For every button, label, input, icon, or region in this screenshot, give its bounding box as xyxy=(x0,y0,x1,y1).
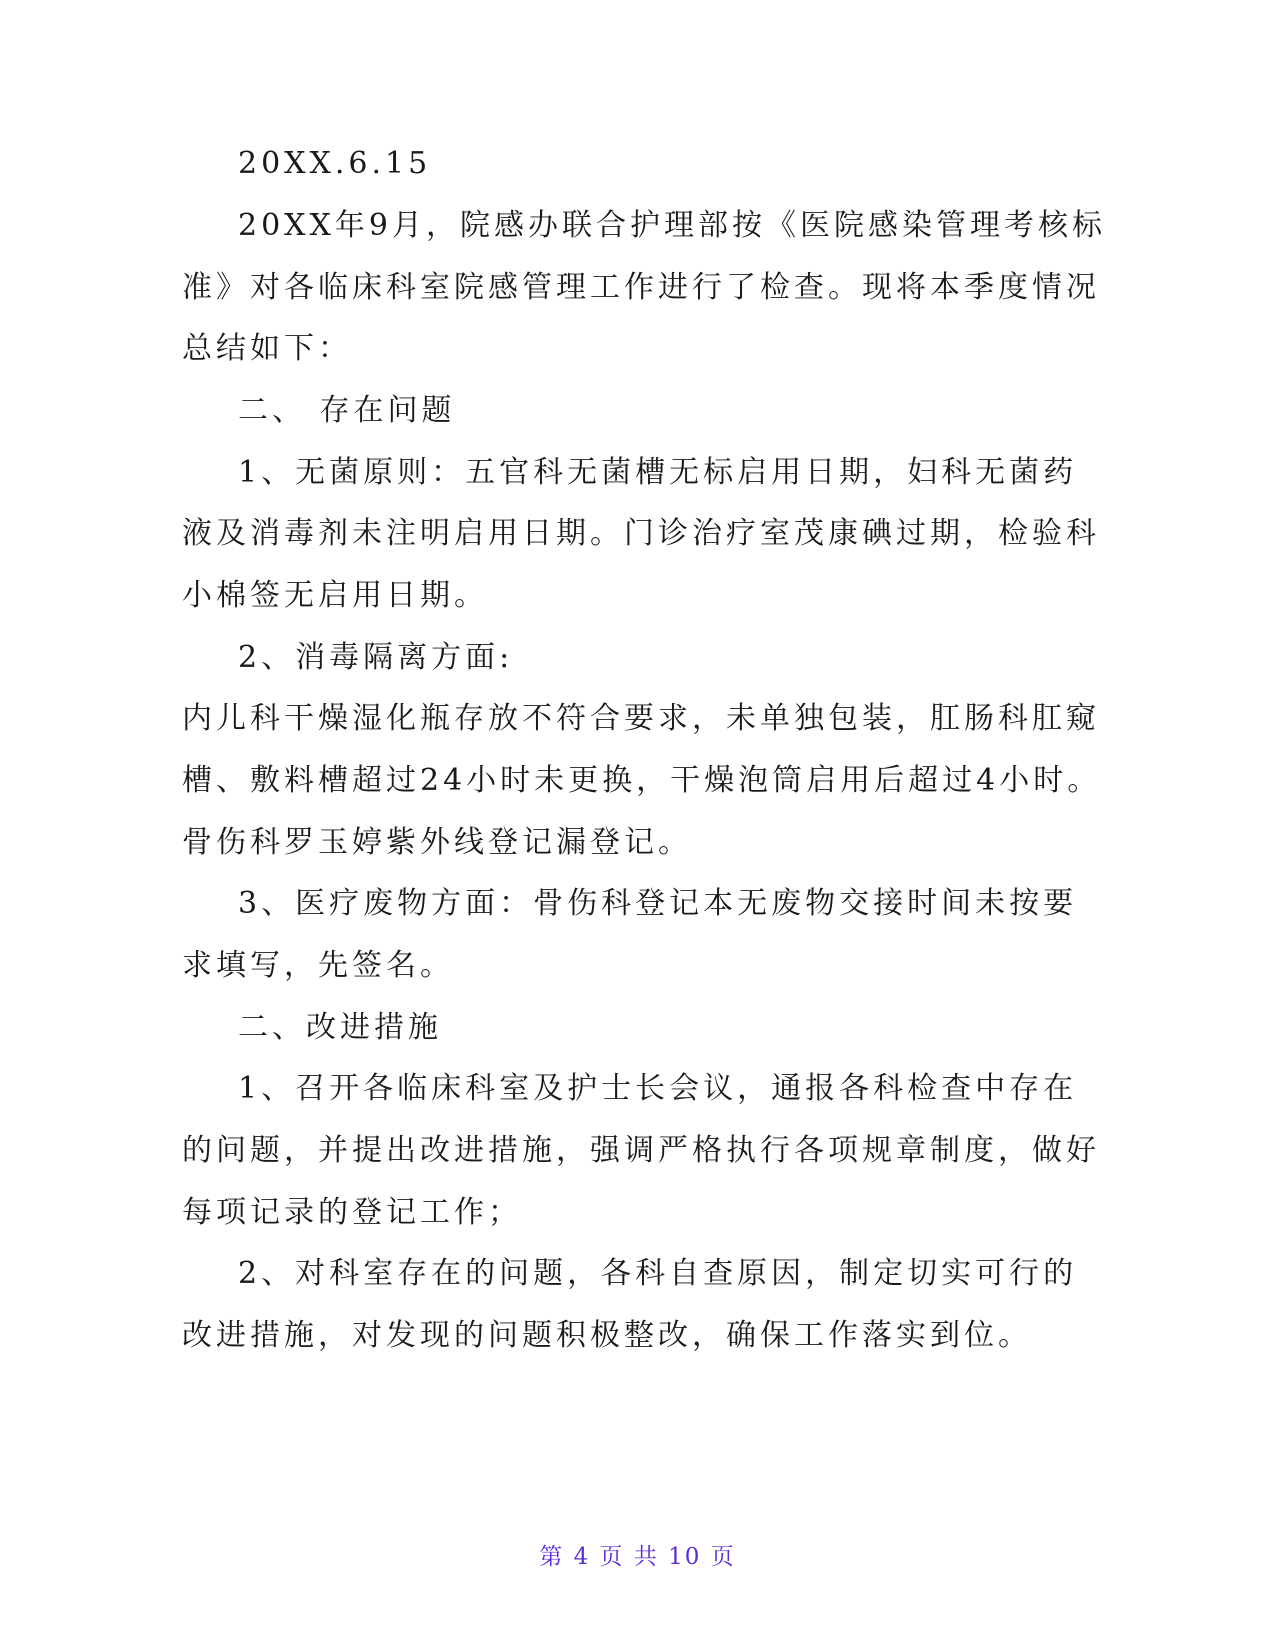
body-paragraph-line: 3、医疗废物方面：骨伤科登记本无废物交接时间未按要 xyxy=(238,886,1078,921)
body-paragraph-line: 改进措施，对发现的问题积极整改，确保工作落实到位。 xyxy=(182,1318,1032,1353)
section-heading-problems: 二、 存在问题 xyxy=(238,393,456,428)
body-paragraph-line: 20XX年9月，院感办联合护理部按《医院感染管理考核标 xyxy=(238,208,1106,243)
body-paragraph-line: 的问题，并提出改进措施，强调严格执行各项规章制度，做好 xyxy=(182,1133,1100,1168)
body-paragraph-line: 每项记录的登记工作； xyxy=(182,1195,522,1230)
body-paragraph-line: 小棉签无启用日期。 xyxy=(182,578,488,613)
body-paragraph-line: 2、对科室存在的问题，各科自查原因，制定切实可行的 xyxy=(238,1256,1078,1291)
section-heading-measures: 二、改进措施 xyxy=(238,1010,442,1045)
body-paragraph-line: 液及消毒剂未注明启用日期。门诊治疗室茂康碘过期，检验科 xyxy=(182,516,1100,551)
body-paragraph-line: 内儿科干燥湿化瓶存放不符合要求，未单独包装，肛肠科肛窥 xyxy=(182,701,1100,736)
body-paragraph-line: 2、消毒隔离方面: xyxy=(238,640,514,675)
body-paragraph-line: 1、无菌原则：五官科无菌槽无标启用日期，妇科无菌药 xyxy=(238,455,1078,490)
body-paragraph-line: 总结如下： xyxy=(182,331,352,366)
page-number-footer: 第 4 页 共 10 页 xyxy=(539,1544,736,1570)
body-paragraph-line: 准》对各临床科室院感管理工作进行了检查。现将本季度情况 xyxy=(182,270,1100,305)
body-paragraph-line: 1、召开各临床科室及护士长会议，通报各科检查中存在 xyxy=(238,1071,1078,1106)
body-paragraph-line: 槽、敷料槽超过24小时未更换，干燥泡筒启用后超过4小时。 xyxy=(182,763,1102,798)
body-paragraph-line: 骨伤科罗玉婷紫外线登记漏登记。 xyxy=(182,825,692,860)
body-paragraph-line: 求填写，先签名。 xyxy=(182,948,454,983)
date-line: 20XX.6.15 xyxy=(238,146,432,181)
